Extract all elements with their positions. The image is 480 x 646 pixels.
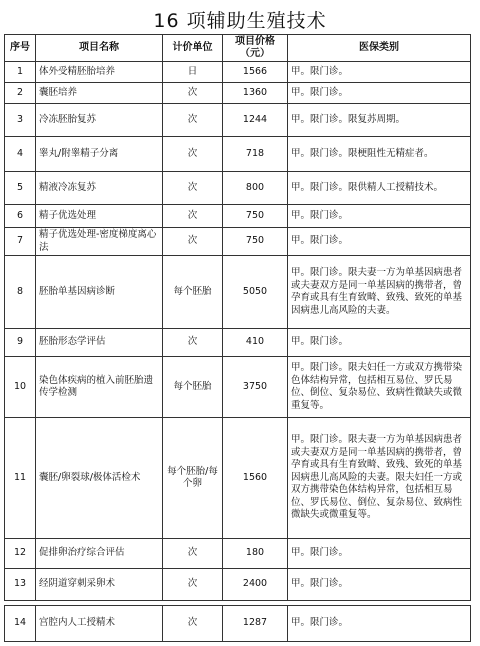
cell-price: 2400 (223, 569, 288, 601)
cell-unit: 次 (163, 606, 223, 642)
table-row (5, 539, 471, 569)
page-title: 16 项辅助生殖技术 (153, 10, 327, 32)
cell-name: 精子优选处理-密度梯度离心法 (36, 228, 163, 256)
cell-insurance: 甲。限门诊。 (288, 606, 471, 642)
cell-unit: 每个胚胎 (163, 256, 223, 329)
cell-name: 染色体疾病的植入前胚胎遗传学检测 (36, 357, 163, 418)
table-header-row (5, 35, 471, 62)
table-row (5, 104, 471, 137)
cell-name: 宫腔内人工授精术 (36, 606, 163, 642)
cell-insurance: 甲。限门诊。 (288, 329, 471, 357)
cell-price: 1360 (223, 83, 288, 104)
cell-insurance: 甲。限门诊。限夫妻一方为单基因病患者或夫妻双方是同一单基因病的携带者，曾孕育或具有生育致畸、致残、致死的单基因病患儿高风险的夫妻。限夫妇任一方或双方携带染色体结构异常，包括相互易位、罗氏易位、倒位、复杂易位、致病性微缺失或微重复等。 (288, 418, 471, 539)
cell-price: 1566 (223, 62, 288, 83)
cell-no: 11 (5, 418, 36, 539)
table-row (5, 357, 471, 418)
cell-no: 3 (5, 104, 36, 137)
cell-unit: 次 (163, 205, 223, 228)
cell-no: 13 (5, 569, 36, 601)
fee-table (4, 34, 471, 601)
cell-no: 8 (5, 256, 36, 329)
header-no: 序号 (5, 35, 36, 62)
cell-price: 5050 (223, 256, 288, 329)
cell-price: 1244 (223, 104, 288, 137)
header-insurance: 医保类别 (288, 35, 471, 62)
table-row (5, 228, 471, 256)
cell-insurance: 甲。限门诊。限夫妻一方为单基因病患者或夫妻双方是同一单基因病的携带者，曾孕育或具有生育致畸、致残、致死的单基因病患儿高风险的夫妻。 (288, 256, 471, 329)
cell-name: 促排卵治疗综合评估 (36, 539, 163, 569)
cell-unit: 次 (163, 104, 223, 137)
cell-name: 囊胚/卵裂球/极体活检术 (36, 418, 163, 539)
cell-price: 800 (223, 172, 288, 205)
cell-no: 4 (5, 137, 36, 172)
cell-insurance: 甲。限门诊。 (288, 83, 471, 104)
cell-name: 体外受精胚胎培养 (36, 62, 163, 83)
cell-price: 750 (223, 205, 288, 228)
table-row (5, 418, 471, 539)
table-row (5, 83, 471, 104)
cell-price: 3750 (223, 357, 288, 418)
cell-unit: 每个胚胎/每个卵 (163, 418, 223, 539)
header-name: 项目名称 (36, 35, 163, 62)
cell-no: 2 (5, 83, 36, 104)
cell-no: 5 (5, 172, 36, 205)
cell-price: 718 (223, 137, 288, 172)
cell-insurance: 甲。限门诊。 (288, 569, 471, 601)
table-row (5, 62, 471, 83)
table-row (5, 606, 471, 642)
header-price: 项目价格（元） (223, 35, 288, 62)
cell-no: 7 (5, 228, 36, 256)
table-row (5, 137, 471, 172)
cell-price: 180 (223, 539, 288, 569)
cell-price: 1287 (223, 606, 288, 642)
cell-name: 睾丸/附睾精子分离 (36, 137, 163, 172)
cell-no: 9 (5, 329, 36, 357)
cell-unit: 次 (163, 228, 223, 256)
cell-unit: 次 (163, 569, 223, 601)
cell-unit: 次 (163, 137, 223, 172)
cell-no: 10 (5, 357, 36, 418)
cell-no: 12 (5, 539, 36, 569)
cell-unit: 每个胚胎 (163, 357, 223, 418)
cell-insurance: 甲。限门诊。限梗阻性无精症者。 (288, 137, 471, 172)
cell-unit: 次 (163, 172, 223, 205)
cell-name: 经阴道穿刺采卵术 (36, 569, 163, 601)
cell-insurance: 甲。限门诊。 (288, 205, 471, 228)
cell-no: 14 (5, 606, 36, 642)
cell-insurance: 甲。限门诊。限复苏周期。 (288, 104, 471, 137)
cell-unit: 次 (163, 539, 223, 569)
cell-name: 精子优选处理 (36, 205, 163, 228)
cell-unit: 次 (163, 83, 223, 104)
cell-unit: 日 (163, 62, 223, 83)
cell-insurance: 甲。限门诊。限供精人工授精技术。 (288, 172, 471, 205)
header-unit: 计价单位 (163, 35, 223, 62)
table-row (5, 256, 471, 329)
table-row (5, 569, 471, 601)
cell-no: 1 (5, 62, 36, 83)
table-row (5, 172, 471, 205)
cell-name: 精液冷冻复苏 (36, 172, 163, 205)
cell-price: 1560 (223, 418, 288, 539)
cell-price: 750 (223, 228, 288, 256)
cell-name: 胚胎形态学评估 (36, 329, 163, 357)
table-row (5, 329, 471, 357)
cell-insurance: 甲。限门诊。限夫妇任一方或双方携带染色体结构异常，包括相互易位、罗氏易位、倒位、复杂易位、致病性微缺失或微重复等。 (288, 357, 471, 418)
cell-name: 胚胎单基因病诊断 (36, 256, 163, 329)
cell-price: 410 (223, 329, 288, 357)
cell-unit: 次 (163, 329, 223, 357)
cell-name: 冷冻胚胎复苏 (36, 104, 163, 137)
fee-table-continued (4, 605, 471, 642)
cell-insurance: 甲。限门诊。 (288, 539, 471, 569)
cell-no: 6 (5, 205, 36, 228)
table-row (5, 205, 471, 228)
cell-insurance: 甲。限门诊。 (288, 62, 471, 83)
cell-insurance: 甲。限门诊。 (288, 228, 471, 256)
cell-name: 囊胚培养 (36, 83, 163, 104)
